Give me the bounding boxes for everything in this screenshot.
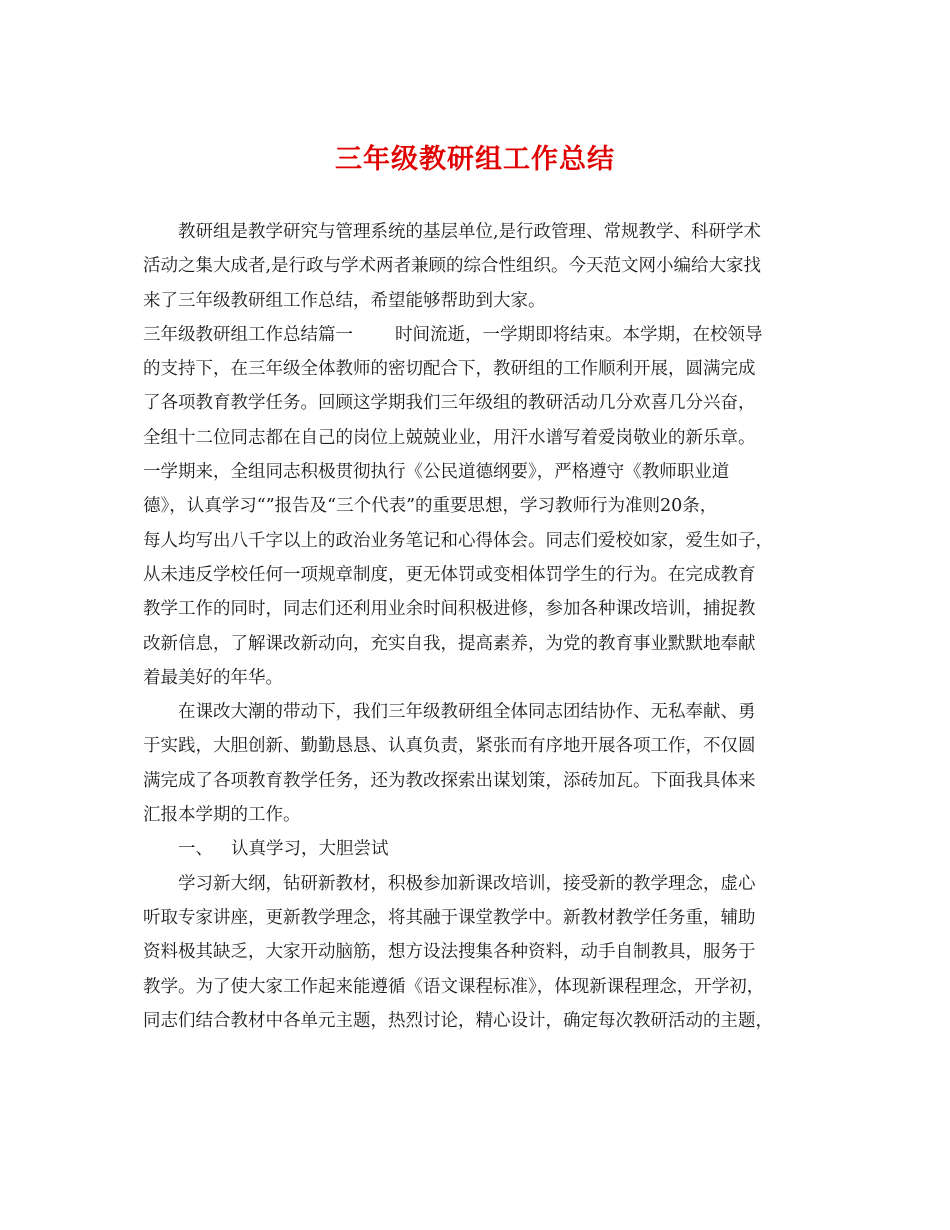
paragraph-line: 一学期来，全组同志积极贯彻执行《公民道德纲要》，严格遵守《教师职业道 — [143, 462, 730, 483]
paragraph-line: 全组十二位同志都在自己的岗位上兢兢业业，用汗水谱写着爱岗敬业的新乐章。 — [143, 427, 756, 448]
section-heading: 认真学习，大胆尝试 — [231, 839, 389, 860]
paragraph-line: 改新信息，了解课改新动向，充实自我，提高素养，为党的教育事业默默地奉献 — [143, 633, 756, 654]
paragraph-line: 汇报本学期的工作。 — [143, 805, 301, 826]
paragraph-line: 听取专家讲座，更新教学理念，将其融于课堂教学中。新教材教学任务重，辅助 — [143, 907, 756, 928]
paragraph-line: 从未违反学校任何一项规章制度，更无体罚或变相体罚学生的行为。在完成教育 — [143, 564, 756, 585]
paragraph-line: 在课改大潮的带动下，我们三年级教研组全体同志团结协作、无私奉献、勇 — [178, 702, 756, 723]
section-heading-line — [143, 832, 808, 866]
document-body — [143, 215, 808, 1038]
paragraph-line: 教学工作的同时，同志们还利用业余时间积极进修，参加各种课改培训，捕捉教 — [143, 599, 756, 620]
paragraph-line: 来了三年级教研组工作总结，希望能够帮助到大家。 — [143, 290, 546, 311]
paragraph-line: 了各项教育教学任务。回顾这学期我们三年级组的教研活动几分欢喜几分兴奋， — [143, 393, 756, 414]
section-number: 一、 — [178, 839, 213, 860]
paragraph-line: 德》，认真学习“”报告及“三个代表”的重要思想，学习教师行为准则20条， — [143, 496, 718, 517]
paragraph-line: 教学。为了使大家工作起来能遵循《语文课程标准》，体现新课程理念，开学初， — [143, 976, 765, 997]
paragraph-line: 于实践，大胆创新、勤勤恳恳、认真负责，紧张而有序地开展各项工作，不仅圆 — [143, 736, 756, 757]
paragraph-line: 满完成了各项教育教学任务，还为教改探索出谋划策，添砖加瓦。下面我具体来 — [143, 770, 756, 791]
paragraph-line: 着最美好的年华。 — [143, 667, 283, 688]
paragraph-line: 教研组是教学研究与管理系统的基层单位,是行政管理、常规教学、科研学术 — [178, 222, 762, 242]
paragraph-line: 学习新大纲，钻研新教材，积极参加新课改培训，接受新的教学理念，虚心 — [178, 873, 756, 894]
paragraph-line: 的支持下，在三年级全体教师的密切配合下，教研组的工作顺利开展，圆满完成 — [143, 359, 756, 380]
paragraph-line: 活动之集大成者,是行政与学术两者兼顾的综合性组织。今天范文网小编给大家找 — [143, 256, 762, 277]
paragraph-line: 资料极其缺乏，大家开动脑筋，想方设法搜集各种资料，动手自制教具，服务于 — [143, 942, 756, 963]
document-title: 三年级教研组工作总结 — [335, 144, 615, 175]
paragraph-line: 每人均写出八千字以上的政治业务笔记和心得体会。同志们爱校如家，爱生如子， — [143, 530, 773, 551]
paragraph-line — [143, 318, 808, 352]
paragraph-text: 时间流逝，一学期即将结束。本学期，在校领导 — [395, 324, 763, 345]
paragraph-line: 同志们结合教材中各单元主题，热烈讨论，精心设计，确定每次教研活动的主题， — [143, 1010, 773, 1031]
section-heading: 三年级教研组工作总结篇一 — [143, 324, 353, 345]
